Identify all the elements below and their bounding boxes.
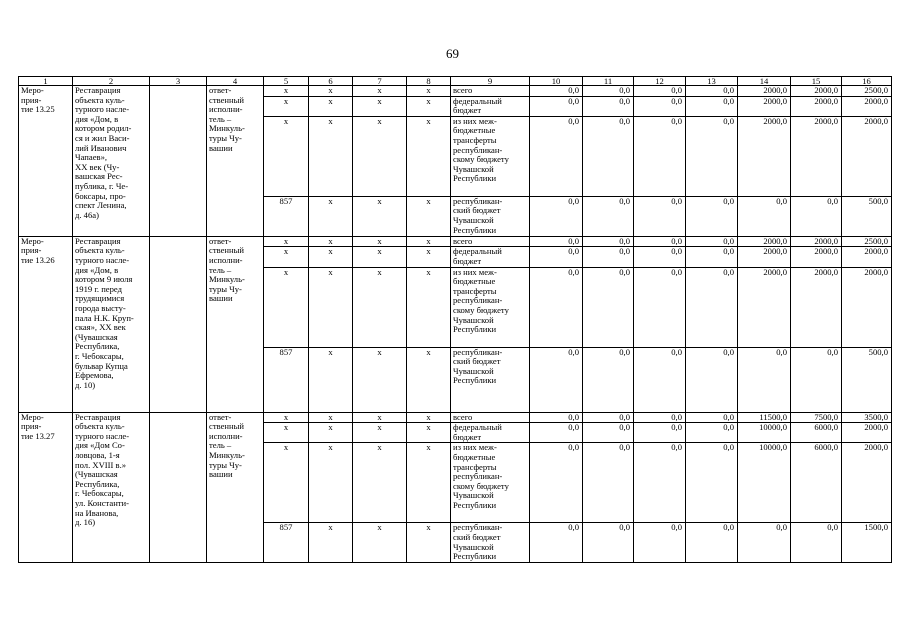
- table-row: [19, 236, 892, 247]
- funding-source-cell: из них меж- бюджетные трансферты республикан- скому бюджету Чувашской Республики: [451, 443, 530, 523]
- code-cell-col5: x: [264, 247, 309, 267]
- value-cell-col10: 0,0: [530, 267, 583, 347]
- column-header-7: 7: [353, 77, 407, 86]
- measure-id-cell: Меро- прия- тие 13.27: [19, 412, 73, 563]
- value-cell-col13: 0,0: [686, 236, 738, 247]
- code-cell-col6: x: [309, 523, 353, 563]
- empty-cell: [150, 86, 207, 237]
- code-cell-col8: x: [407, 196, 451, 236]
- code-cell-col5: 857: [264, 523, 309, 563]
- code-cell-col5: x: [264, 236, 309, 247]
- code-cell-col7: x: [353, 86, 407, 97]
- table-row: [19, 412, 892, 423]
- responsible-executor-cell: ответ- ственный исполни- тель – Минкуль- туры Чу- вашии: [207, 236, 264, 412]
- value-cell-col12: 0,0: [634, 196, 686, 236]
- value-cell-col13: 0,0: [686, 347, 738, 412]
- code-cell-col7: x: [353, 116, 407, 196]
- value-cell-col16: 2000,0: [842, 116, 892, 196]
- code-cell-col6: x: [309, 267, 353, 347]
- code-cell-col8: x: [407, 116, 451, 196]
- value-cell-col10: 0,0: [530, 196, 583, 236]
- code-cell-col5: x: [264, 412, 309, 423]
- value-cell-col15: 2000,0: [791, 247, 842, 267]
- value-cell-col11: 0,0: [583, 116, 634, 196]
- value-cell-col12: 0,0: [634, 412, 686, 423]
- value-cell-col11: 0,0: [583, 247, 634, 267]
- value-cell-col16: 2000,0: [842, 443, 892, 523]
- value-cell-col15: 0,0: [791, 196, 842, 236]
- code-cell-col6: x: [309, 247, 353, 267]
- column-header-13: 13: [686, 77, 738, 86]
- value-cell-col10: 0,0: [530, 86, 583, 97]
- code-cell-col7: x: [353, 523, 407, 563]
- funding-source-cell: всего: [451, 86, 530, 97]
- value-cell-col15: 6000,0: [791, 443, 842, 523]
- value-cell-col11: 0,0: [583, 236, 634, 247]
- value-cell-col10: 0,0: [530, 412, 583, 423]
- code-cell-col5: x: [264, 86, 309, 97]
- responsible-executor-cell: ответ- ственный исполни- тель – Минкуль- туры Чу- вашии: [207, 412, 264, 563]
- value-cell-col13: 0,0: [686, 196, 738, 236]
- column-header-6: 6: [309, 77, 353, 86]
- value-cell-col14: 2000,0: [738, 116, 791, 196]
- value-cell-col11: 0,0: [583, 267, 634, 347]
- value-cell-col13: 0,0: [686, 267, 738, 347]
- code-cell-col7: x: [353, 247, 407, 267]
- column-number-row: [19, 77, 892, 86]
- value-cell-col11: 0,0: [583, 96, 634, 116]
- funding-source-cell: федеральный бюджет: [451, 247, 530, 267]
- code-cell-col5: x: [264, 443, 309, 523]
- value-cell-col15: 2000,0: [791, 96, 842, 116]
- code-cell-col7: x: [353, 347, 407, 412]
- measure-description-cell: Реставрация объекта куль- турного насле- дия «Дом, в котором 9 июля 1919 г. перед трудящимися города высту- пала Н.К. Круп- ская», XX век (Чувашская Республика, г. Чебоксары, бульвар Купца Ефремова, д. 10): [73, 236, 150, 412]
- code-cell-col5: 857: [264, 196, 309, 236]
- value-cell-col11: 0,0: [583, 523, 634, 563]
- value-cell-col11: 0,0: [583, 423, 634, 443]
- value-cell-col16: 2000,0: [842, 423, 892, 443]
- code-cell-col5: x: [264, 423, 309, 443]
- value-cell-col16: 2500,0: [842, 86, 892, 97]
- code-cell-col8: x: [407, 96, 451, 116]
- value-cell-col15: 2000,0: [791, 116, 842, 196]
- column-header-11: 11: [583, 77, 634, 86]
- code-cell-col7: x: [353, 412, 407, 423]
- code-cell-col6: x: [309, 412, 353, 423]
- value-cell-col15: 2000,0: [791, 267, 842, 347]
- value-cell-col13: 0,0: [686, 412, 738, 423]
- measure-description-cell: Реставрация объекта куль- турного насле- дия «Дом Со- ловцова, 1-я пол. XVIII в.» (Чувашская Республика, г. Чебоксары, ул. Константи- на Иванова, д. 16): [73, 412, 150, 563]
- code-cell-col8: x: [407, 247, 451, 267]
- code-cell-col7: x: [353, 443, 407, 523]
- code-cell-col6: x: [309, 196, 353, 236]
- value-cell-col13: 0,0: [686, 423, 738, 443]
- value-cell-col16: 500,0: [842, 347, 892, 412]
- funding-source-cell: федеральный бюджет: [451, 96, 530, 116]
- value-cell-col13: 0,0: [686, 96, 738, 116]
- value-cell-col12: 0,0: [634, 236, 686, 247]
- code-cell-col7: x: [353, 423, 407, 443]
- value-cell-col16: 500,0: [842, 196, 892, 236]
- value-cell-col14: 10000,0: [738, 423, 791, 443]
- value-cell-col13: 0,0: [686, 247, 738, 267]
- value-cell-col16: 2000,0: [842, 96, 892, 116]
- value-cell-col12: 0,0: [634, 116, 686, 196]
- value-cell-col12: 0,0: [634, 96, 686, 116]
- funding-source-cell: республикан- ский бюджет Чувашской Республики: [451, 523, 530, 563]
- code-cell-col7: x: [353, 236, 407, 247]
- column-header-8: 8: [407, 77, 451, 86]
- code-cell-col5: x: [264, 116, 309, 196]
- value-cell-col15: 2000,0: [791, 236, 842, 247]
- code-cell-col8: x: [407, 347, 451, 412]
- value-cell-col11: 0,0: [583, 196, 634, 236]
- responsible-executor-cell: ответ- ственный исполни- тель – Минкуль- туры Чу- вашии: [207, 86, 264, 237]
- value-cell-col10: 0,0: [530, 347, 583, 412]
- funding-source-cell: республикан- ский бюджет Чувашской Республики: [451, 196, 530, 236]
- code-cell-col8: x: [407, 412, 451, 423]
- value-cell-col16: 1500,0: [842, 523, 892, 563]
- column-header-9: 9: [451, 77, 530, 86]
- code-cell-col8: x: [407, 236, 451, 247]
- code-cell-col7: x: [353, 267, 407, 347]
- column-header-4: 4: [207, 77, 264, 86]
- value-cell-col12: 0,0: [634, 247, 686, 267]
- value-cell-col10: 0,0: [530, 443, 583, 523]
- code-cell-col5: x: [264, 267, 309, 347]
- funding-source-cell: всего: [451, 236, 530, 247]
- value-cell-col12: 0,0: [634, 347, 686, 412]
- value-cell-col15: 0,0: [791, 523, 842, 563]
- column-header-16: 16: [842, 77, 892, 86]
- column-header-5: 5: [264, 77, 309, 86]
- value-cell-col14: 0,0: [738, 347, 791, 412]
- column-header-3: 3: [150, 77, 207, 86]
- code-cell-col6: x: [309, 423, 353, 443]
- value-cell-col14: 0,0: [738, 196, 791, 236]
- code-cell-col8: x: [407, 443, 451, 523]
- value-cell-col12: 0,0: [634, 267, 686, 347]
- table-row: [19, 86, 892, 97]
- value-cell-col12: 0,0: [634, 86, 686, 97]
- value-cell-col14: 10000,0: [738, 443, 791, 523]
- value-cell-col13: 0,0: [686, 523, 738, 563]
- value-cell-col16: 2000,0: [842, 247, 892, 267]
- value-cell-col14: 0,0: [738, 523, 791, 563]
- funding-source-cell: республикан- ский бюджет Чувашской Республики: [451, 347, 530, 412]
- column-header-10: 10: [530, 77, 583, 86]
- value-cell-col13: 0,0: [686, 116, 738, 196]
- value-cell-col14: 2000,0: [738, 86, 791, 97]
- code-cell-col7: x: [353, 196, 407, 236]
- value-cell-col15: 6000,0: [791, 423, 842, 443]
- code-cell-col8: x: [407, 86, 451, 97]
- column-header-12: 12: [634, 77, 686, 86]
- value-cell-col14: 11500,0: [738, 412, 791, 423]
- value-cell-col11: 0,0: [583, 443, 634, 523]
- code-cell-col6: x: [309, 347, 353, 412]
- value-cell-col14: 2000,0: [738, 247, 791, 267]
- code-cell-col5: 857: [264, 347, 309, 412]
- value-cell-col14: 2000,0: [738, 96, 791, 116]
- empty-cell: [150, 236, 207, 412]
- measure-description-cell: Реставрация объекта куль- турного насле- дия «Дом, в котором родил- ся и жил Васи- лий Иванович Чапаев», XX век (Чу- вашская Рес- публика, г. Че- боксары, про- спект Ленина, д. 46а): [73, 86, 150, 237]
- value-cell-col10: 0,0: [530, 236, 583, 247]
- value-cell-col10: 0,0: [530, 247, 583, 267]
- value-cell-col14: 2000,0: [738, 236, 791, 247]
- value-cell-col10: 0,0: [530, 116, 583, 196]
- value-cell-col16: 3500,0: [842, 412, 892, 423]
- value-cell-col10: 0,0: [530, 423, 583, 443]
- funding-source-cell: федеральный бюджет: [451, 423, 530, 443]
- value-cell-col12: 0,0: [634, 523, 686, 563]
- code-cell-col8: x: [407, 523, 451, 563]
- measure-id-cell: Меро- прия- тие 13.25: [19, 86, 73, 237]
- page-number: 69: [446, 46, 459, 61]
- value-cell-col11: 0,0: [583, 412, 634, 423]
- value-cell-col15: 7500,0: [791, 412, 842, 423]
- column-header-2: 2: [73, 77, 150, 86]
- column-header-1: 1: [19, 77, 73, 86]
- value-cell-col14: 2000,0: [738, 267, 791, 347]
- funding-source-cell: из них меж- бюджетные трансферты республикан- скому бюджету Чувашской Республики: [451, 116, 530, 196]
- column-header-14: 14: [738, 77, 791, 86]
- empty-cell: [150, 412, 207, 563]
- code-cell-col6: x: [309, 116, 353, 196]
- value-cell-col13: 0,0: [686, 443, 738, 523]
- value-cell-col15: 2000,0: [791, 86, 842, 97]
- measure-id-cell: Меро- прия- тие 13.26: [19, 236, 73, 412]
- value-cell-col15: 0,0: [791, 347, 842, 412]
- value-cell-col10: 0,0: [530, 96, 583, 116]
- value-cell-col16: 2000,0: [842, 267, 892, 347]
- code-cell-col5: x: [264, 96, 309, 116]
- value-cell-col16: 2500,0: [842, 236, 892, 247]
- value-cell-col12: 0,0: [634, 443, 686, 523]
- code-cell-col6: x: [309, 96, 353, 116]
- code-cell-col6: x: [309, 443, 353, 523]
- funding-source-cell: всего: [451, 412, 530, 423]
- value-cell-col12: 0,0: [634, 423, 686, 443]
- code-cell-col6: x: [309, 236, 353, 247]
- value-cell-col13: 0,0: [686, 86, 738, 97]
- code-cell-col8: x: [407, 267, 451, 347]
- value-cell-col11: 0,0: [583, 86, 634, 97]
- value-cell-col11: 0,0: [583, 347, 634, 412]
- column-header-15: 15: [791, 77, 842, 86]
- code-cell-col6: x: [309, 86, 353, 97]
- funding-source-cell: из них меж- бюджетные трансферты республикан- скому бюджету Чувашской Республики: [451, 267, 530, 347]
- value-cell-col10: 0,0: [530, 523, 583, 563]
- code-cell-col7: x: [353, 96, 407, 116]
- budget-table: [18, 76, 892, 563]
- code-cell-col8: x: [407, 423, 451, 443]
